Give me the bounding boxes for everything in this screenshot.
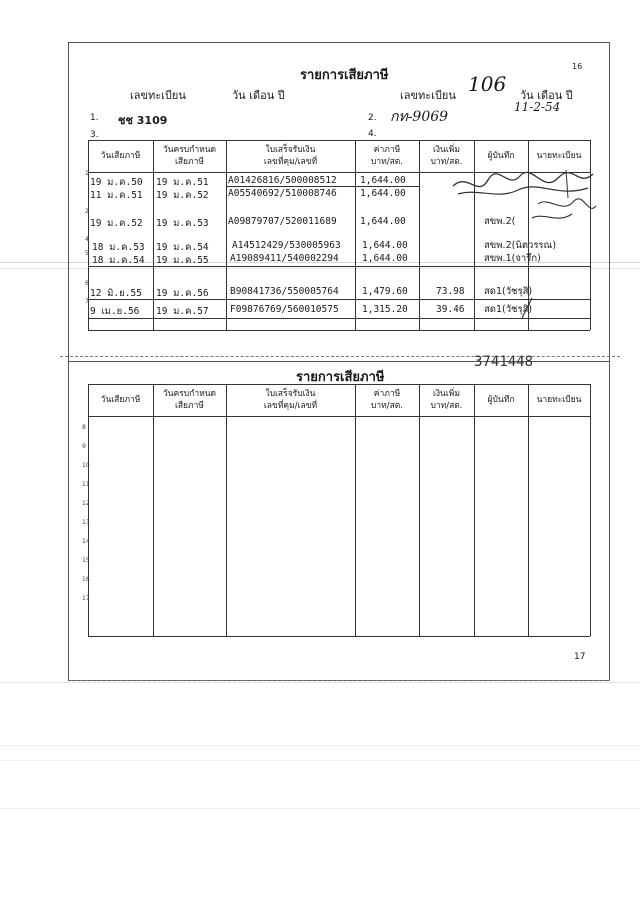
tax-amount: 1,644.00 [360, 188, 406, 199]
tax-amount: 1,644.00 [362, 253, 408, 264]
tax-amount: 1,644.00 [362, 240, 408, 251]
row-number: 7 [85, 298, 89, 305]
handwritten-number: 106 [468, 72, 507, 96]
date-label-left: วัน เดือน ปี [232, 89, 285, 102]
item-number-3: 3. [90, 130, 99, 140]
reg-label-right: เลขทะเบียน [400, 89, 456, 102]
bottom-header-tax: ค่าภาษี บาท/สต. [370, 389, 404, 411]
paid-date: 9 เม.ย.56 [90, 306, 140, 317]
receipt-number: A05540692/510008746 [228, 188, 337, 199]
bottom-title: รายการเสียภาษี [296, 370, 385, 385]
row-number: 12 [82, 500, 90, 507]
receipt-number: A09879707/520011689 [228, 216, 337, 227]
recorder-name: สขพ.2(นิตวรรณ) [484, 240, 557, 251]
top-header-paid-date: วันเสียภาษี [100, 151, 141, 161]
receipt-number: B90841736/550005764 [230, 286, 339, 297]
row-number: 13 [82, 519, 90, 526]
bottom-header-recorder: ผู้บันทึก [487, 395, 515, 405]
row-number: 10 [82, 462, 90, 469]
paid-date: 18 ม.ค.54 [92, 255, 145, 266]
tax-amount: 1,644.00 [360, 216, 406, 227]
receipt-number: A14512429/530005963 [232, 240, 341, 251]
paid-date: 19 ม.ค.50 [90, 177, 143, 188]
bottom-header-registrar: นายทะเบียน [536, 395, 582, 405]
row-number: 5 [85, 250, 89, 257]
receipt-number: A19089411/540002294 [230, 253, 339, 264]
due-date: 19 ม.ค.53 [156, 218, 209, 229]
row-number: 9 [82, 443, 86, 450]
signature-scribble [448, 168, 598, 230]
top-header-extra: เงินเพิ่ม บาท/สต. [430, 145, 463, 167]
due-date: 19 ม.ค.52 [156, 190, 209, 201]
row-number: 1 [85, 170, 89, 177]
due-date: 19 ม.ค.56 [156, 288, 209, 299]
recorder-name: สขพ.1(จารึก) [484, 253, 541, 264]
bottom-header-extra: เงินเพิ่ม บาท/สต. [430, 389, 463, 411]
corner-page-number: 16 [572, 62, 583, 71]
row-number: 11 [82, 481, 90, 488]
recorder-name: สขพ.2( [484, 216, 516, 227]
due-date: 19 ม.ค.51 [156, 177, 209, 188]
top-header-receipt: ใบเสร็จรับเงิน เลขที่คุม/เลขที่ [263, 145, 318, 167]
extra-amount: 39.46 [436, 304, 465, 315]
paid-date: 11 ม.ค.51 [90, 190, 143, 201]
top-title: รายการเสียภาษี [300, 68, 389, 83]
tax-amount: 1,644.00 [360, 175, 406, 186]
bottom-header-paid-date: วันเสียภาษี [100, 395, 141, 405]
row-number: 17 [82, 595, 90, 602]
row-number: 15 [82, 557, 90, 564]
receipt-number: F09876769/560010575 [230, 304, 339, 315]
bottom-header-due-date: วันครบกำหนด เสียภาษี [162, 389, 217, 411]
top-header-registrar: นายทะเบียน [536, 151, 582, 161]
due-date: 19 ม.ค.54 [156, 242, 209, 253]
item-number-2: 2. [368, 113, 377, 123]
recorder-name: สด1(วัชรุสิ) [484, 286, 533, 297]
paid-date: 18 ม.ค.53 [92, 242, 145, 253]
item-number-1: 1. [90, 113, 99, 123]
paid-date: 12 มิ.ย.55 [90, 288, 142, 299]
due-date: 19 ม.ค.57 [156, 306, 209, 317]
row-number: 14 [82, 538, 90, 545]
slash-mark [520, 296, 534, 320]
row-number: 16 [82, 576, 90, 583]
row-number: 4 [85, 236, 89, 243]
reg-label-left: เลขทะเบียน [130, 89, 186, 102]
top-header-recorder: ผู้บันทึก [487, 151, 515, 161]
plate-2-handwritten: กท-9069 [390, 109, 449, 125]
tax-amount: 1,315.20 [362, 304, 408, 315]
top-header-tax: ค่าภาษี บาท/สต. [370, 145, 404, 167]
top-header-due-date: วันครบกำหนด เสียภาษี [162, 145, 217, 167]
date-label-right: วัน เดือน ปี [520, 89, 573, 102]
row-number: 6 [85, 280, 89, 287]
page-fold-line [60, 356, 620, 357]
extra-amount: 73.98 [436, 286, 465, 297]
stamp-number: 3741448 [474, 354, 534, 370]
bottom-header-receipt: ใบเสร็จรับเงิน เลขที่คุม/เลขที่ [263, 389, 318, 411]
recorder-name: สด1(วัชรุสิ) [484, 304, 533, 315]
paid-date: 19 ม.ค.52 [90, 218, 143, 229]
row-number: 8 [82, 424, 86, 431]
plate-1: ชช 3109 [118, 114, 168, 127]
bottom-page-number: 17 [574, 652, 586, 662]
receipt-number: A01426816/500008512 [228, 175, 337, 186]
date-2-handwritten: 11-2-54 [514, 100, 561, 114]
bottom-edge-line [70, 680, 610, 681]
item-number-4: 4. [368, 129, 377, 139]
row-number: 2 [85, 208, 89, 215]
due-date: 19 ม.ค.55 [156, 255, 209, 266]
tax-amount: 1,479.60 [362, 286, 408, 297]
